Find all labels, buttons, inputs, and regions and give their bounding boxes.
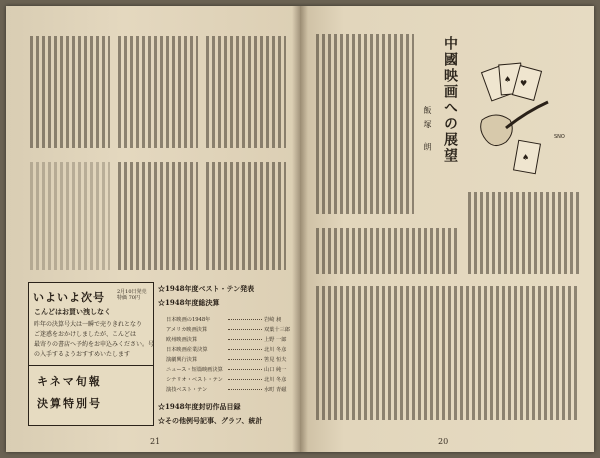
ad-subhead: こんどはお買い洩しなく: [34, 307, 111, 316]
text-column: [30, 36, 110, 148]
ad-body-line: 最寄りの書店へ予約をお申込みください。号: [34, 341, 155, 348]
svg-text:♠: ♠: [504, 75, 512, 84]
contents-head: ☆1948年度総決算: [158, 298, 220, 307]
right-page: [300, 6, 594, 452]
ad-magazine-name: キネマ旬報: [37, 375, 102, 388]
ad-divider: [29, 365, 153, 366]
text-column: [118, 162, 198, 270]
text-column: [206, 162, 286, 270]
text-column: [118, 36, 198, 148]
text-column: [316, 286, 580, 420]
text-column: [30, 162, 110, 270]
page-number: 20: [438, 437, 449, 446]
ad-body-line: の入手するようおすすめいたします: [34, 351, 131, 358]
article-author: 飯塚 朗: [423, 106, 432, 157]
contents-item: 日本映画産業決算 北川 冬彦: [166, 347, 287, 353]
article-title: 中國映画への展望: [442, 36, 458, 164]
contents-item: 欧州映画決算 上野 一郎: [166, 337, 287, 343]
contents-item: ニュース・短篇映画決算 山口 純一: [166, 367, 287, 373]
page-number: 21: [150, 437, 161, 446]
text-column: [468, 192, 580, 274]
cards-and-pipe-illustration: [476, 62, 554, 182]
ad-headline: いよいよ次号: [33, 291, 105, 304]
contents-item: シナリオ・ベスト・テン 北川 冬彦: [166, 377, 287, 383]
ad-date-line: 2月10日発売: [117, 289, 147, 295]
magazine-spread: [6, 6, 594, 452]
ad-body-line: 昨年の決算号大は一瞬で売りきれとなり: [34, 321, 143, 328]
svg-text:♠: ♠: [522, 153, 530, 162]
contents-head: ☆1948年度封切作品目録: [158, 402, 241, 411]
text-column: [316, 34, 414, 214]
advertisement-box: [28, 282, 154, 426]
contents-item: 演劇興行決算 筈見 恒夫: [166, 357, 287, 363]
contents-head: ☆1948年度ベスト・テン発表: [158, 284, 255, 293]
text-column: [316, 228, 460, 274]
svg-text:♥: ♥: [520, 79, 528, 88]
ad-price-line: 特価 70円: [117, 295, 140, 301]
contents-item: 日本映画の1948年 岩崎 昶: [166, 317, 282, 323]
contents-head: ☆その他例号記事、グラフ、統計: [158, 416, 263, 425]
contents-item: アメリカ映画決算 双葉十三郎: [166, 327, 290, 333]
left-page: [6, 6, 300, 452]
ad-issue-name: 決算特別号: [37, 397, 102, 410]
text-column: [206, 36, 286, 148]
ad-release-date: [117, 289, 151, 301]
ad-body-line: ご迷惑をおかけしましたが、こんどは: [34, 331, 137, 338]
contents-item: 演技ベスト・テン 水町 青磁: [166, 387, 287, 393]
illustration-signature: SNO: [554, 134, 565, 140]
